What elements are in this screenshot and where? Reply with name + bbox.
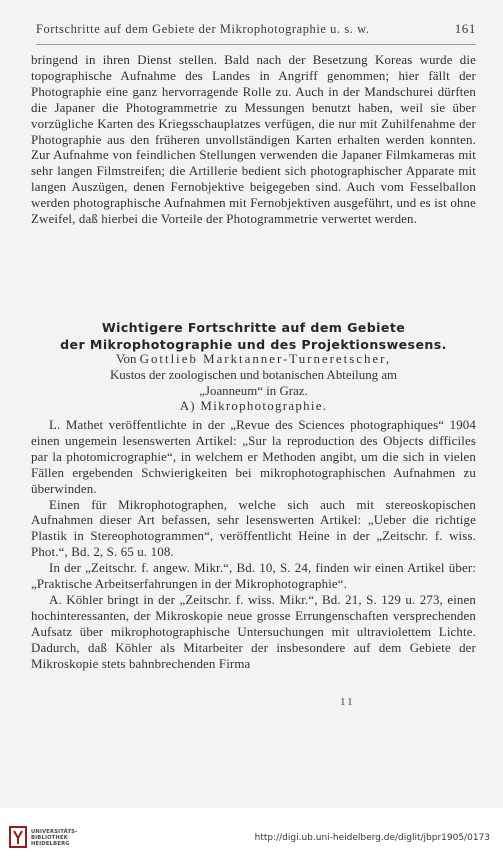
university-library-logo-icon bbox=[9, 826, 27, 848]
library-name bbox=[31, 829, 77, 847]
paragraph: Einen für Mikrophotographen, welche sich auch mit stereoskopischen Aufnahmen dieser Art befassen, sehr lesenswerten Artikel: „Ueber die richtige Plastik in Stereophotogrammen“, veröffentlicht Heine in der „Zeitschr. f. wiss. Phot.“, Bd. 2, S. 65 u. 108. bbox=[31, 497, 476, 560]
author-von: Von bbox=[115, 352, 137, 366]
running-head-title: Fortschritte auf dem Gebiete der Mikrophotographie u. s. w. bbox=[36, 22, 370, 36]
author-line-2: Kustos der zoologischen und botanischen Abteilung am bbox=[109, 367, 398, 382]
paragraph: In der „Zeitschr. f. angew. Mikr.“, Bd. 10, S. 24, finden wir einen Artikel über: „Praktische Arbeitserfahrungen in der Mikrophotographie“. bbox=[31, 561, 476, 592]
heading-line-1: Wichtigere Fortschritte auf dem Gebiete bbox=[101, 320, 406, 335]
viewer-footer bbox=[0, 808, 503, 860]
permalink-url[interactable]: http://digi.ub.uni-heidelberg.de/diglit/jbpr1905/0173 bbox=[254, 833, 490, 843]
article-heading bbox=[31, 319, 476, 353]
section-title: A) Mikrophotographie. bbox=[179, 399, 328, 413]
library-name-line-3: HEIDELBERG bbox=[31, 841, 70, 847]
paragraph: L. Mathet veröffentlichte in der „Revue des Sciences photographiques“ 1904 einen ungemein lesenswerten Artikel: „Sur la reproduction des Objects difficiles par la photomicrographie“, in welchem er Methoden angibt, um die sich in vielen Fällen ergebenden Schwierigkeiten bei mikrophotographischen Aufnahmen zu überwinden. bbox=[31, 418, 476, 496]
author-block bbox=[31, 352, 476, 400]
author-line-3: „Joanneum“ in Graz. bbox=[199, 383, 308, 398]
paragraph-block-1 bbox=[31, 53, 476, 228]
signature-mark: 11 bbox=[340, 696, 355, 708]
author-name: Gottlieb Marktanner-Turneretscher, bbox=[139, 352, 392, 366]
paragraph-block-2 bbox=[31, 418, 476, 673]
header-rule bbox=[36, 44, 476, 45]
library-name-line-2: BIBLIOTHEK bbox=[31, 835, 68, 841]
paragraph: bringend in ihren Dienst stellen. Bald nach der Besetzung Koreas wurde die topographische Aufnahme des Landes in Angriff genommen; hier fällt der Photographie eine ganz hervorragende Rolle zu. Auch in der Mandschurei dürften die Japaner die Photogrammetrie zu Messungen benutzt haben, weil sie über vorzügliche Karten des Kriegsschauplatzes verfügen, die nur mit Zuhilfenahme der Photographie aus den früheren unvollständigen Karten erhalten werden konnten. Zur Aufnahme von feindlichen Stellungen verwenden die Japaner Filmkameras mit sehr langen Filmstreifen; die Artillerie bedient sich photographischer Apparate mit langen Auszügen, denen Fernobjektive beigegeben sind. Auch vom Fesselballon werden photographische Aufnahmen mit Fernobjektiven ausgeführt, und es ist ohne Zweifel, daß hierbei die Vorteile der Photogrammetrie verwertet werden. bbox=[31, 53, 476, 227]
page-number: 161 bbox=[454, 21, 476, 36]
running-head bbox=[36, 22, 476, 37]
author-line-1 bbox=[31, 352, 476, 368]
paragraph: A. Köhler bringt in der „Zeitschr. f. wiss. Mikr.“, Bd. 21, S. 129 u. 273, einen hochinteressanten, der Mikroskopie neue grosse Errungenschaften versprechenden Aufsatz über mikrophotographische Untersuchungen mit ultraviolettem Lichte. Dadurch, daß Köhler als Mitarbeiter der insbesondere auf dem Gebiete der Mikroskopie stets bahnbrechenden Firma bbox=[31, 592, 476, 671]
library-name-line-1: UNIVERSITÄTS- bbox=[31, 829, 78, 835]
heading-line-2: der Mikrophotographie und des Projektionswesens. bbox=[60, 337, 447, 352]
